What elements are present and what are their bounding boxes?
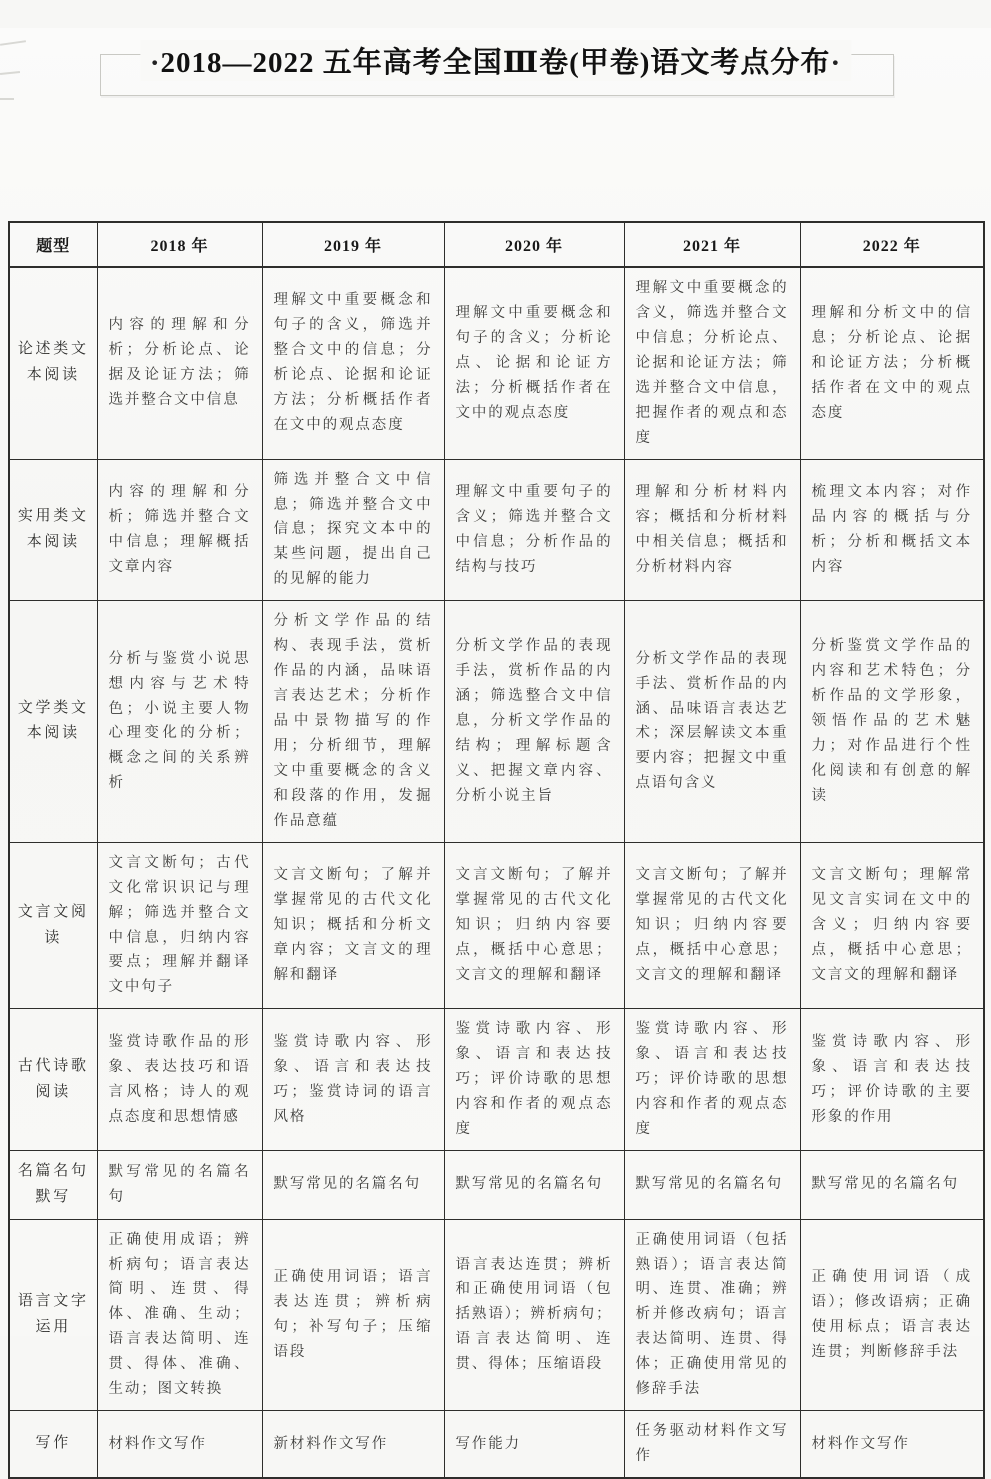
- table-cell: 理解文中重要概念和句子的含义，筛选并整合文中的信息；分析论点、论据和论证方法；分析概括作者在文中的观点态度: [262, 267, 444, 459]
- table-row: [9, 1009, 984, 1151]
- table-cell: 正确使用成语；辨析病句；语言表达简明、连贯、得体、准确、生动；语言表达简明、连贯、得体、准确、生动；图文转换: [97, 1219, 262, 1411]
- table-cell: 鉴赏诗歌内容、形象、语言和表达技巧；评价诗歌的思想内容和作者的观点态度: [444, 1009, 624, 1151]
- table-cell: 材料作文写作: [97, 1411, 262, 1478]
- column-header-2021: 2021 年: [624, 222, 800, 267]
- table-cell: 默写常见的名篇名句: [97, 1151, 262, 1220]
- table-cell: 理解文中重要概念的含义，筛选并整合文中信息；分析论点、论据和论证方法；筛选并整合文中信息，把握作者的观点和态度: [624, 267, 800, 459]
- table-cell: 理解和分析文中的信息；分析论点、论据和论证方法；分析概括作者在文中的观点态度: [800, 267, 984, 459]
- title-banner: [100, 28, 892, 102]
- table-cell: 写作能力: [444, 1411, 624, 1478]
- table-cell: 分析文学作品的结构、表现手法，赏析作品的内涵，品味语言表达艺术；分析作品中景物描写的作用；分析细节，理解文中重要概念的含义和段落的作用，发掘作品意蕴: [262, 601, 444, 842]
- table-cell: 分析文学作品的表现手法，赏析作品的内涵；筛选整合文中信息，分析文学作品的结构；理解标题含义、把握文章内容、分析小说主旨: [444, 601, 624, 842]
- row-label: 文言文阅读: [9, 842, 97, 1009]
- table-row: [9, 1219, 984, 1411]
- table-row: [9, 459, 984, 601]
- table-cell: 鉴赏诗歌内容、形象、语言和表达技巧；鉴赏诗词的语言风格: [262, 1009, 444, 1151]
- table-row: [9, 1151, 984, 1220]
- table-cell: 鉴赏诗歌内容、形象、语言和表达技巧；评价诗歌的主要形象的作用: [800, 1009, 984, 1151]
- column-header-2019: 2019 年: [262, 222, 444, 267]
- column-header-type: 题型: [9, 222, 97, 267]
- table-cell: 默写常见的名篇名句: [262, 1151, 444, 1220]
- table-cell: 默写常见的名篇名句: [800, 1151, 984, 1220]
- scan-artifact: [0, 40, 26, 46]
- table-cell: 文言文断句；了解并掌握常见的古代文化知识；概括和分析文章内容；文言文的理解和翻译: [262, 842, 444, 1009]
- table-cell: 正确使用词语；语言表达连贯；辨析病句；补写句子；压缩语段: [262, 1219, 444, 1411]
- table-cell: 文言文断句；古代文化常识识记与理解；筛选并整合文中信息，归纳内容要点；理解并翻译文中句子: [97, 842, 262, 1009]
- table-row: [9, 1411, 984, 1478]
- table-cell: 分析鉴赏文学作品的内容和艺术特色；分析作品的文学形象，领悟作品的艺术魅力；对作品进行个性化阅读和有创意的解读: [800, 601, 984, 842]
- table-cell: 默写常见的名篇名句: [444, 1151, 624, 1220]
- table-cell: 新材料作文写作: [262, 1411, 444, 1478]
- table-cell: 分析与鉴赏小说思想内容与艺术特色；小说主要人物心理变化的分析；概念之间的关系辨析: [97, 601, 262, 842]
- column-header-2018: 2018 年: [97, 222, 262, 267]
- scan-artifact: [0, 71, 20, 75]
- exam-points-table: [8, 221, 985, 1479]
- table-cell: 文言文断句；了解并掌握常见的古代文化知识；归纳内容要点，概括中心意思；文言文的理解和翻译: [624, 842, 800, 1009]
- table-row: [9, 267, 984, 459]
- column-header-2020: 2020 年: [444, 222, 624, 267]
- row-label: 文学类文本阅读: [9, 601, 97, 842]
- page-title: · 2018—2022 五年高考全国Ⅲ卷(甲卷)语文考点分布 ·: [140, 40, 851, 81]
- table-cell: 筛选并整合文中信息；筛选并整合文中信息；探究文本中的某些问题，提出自己的见解的能力: [262, 459, 444, 601]
- table-header-row: [9, 222, 984, 267]
- table-row: [9, 842, 984, 1009]
- scanned-document-page: [0, 28, 991, 1465]
- table-cell: 理解文中重要句子的含义；筛选并整合文中信息；分析作品的结构与技巧: [444, 459, 624, 601]
- row-label: 论述类文本阅读: [9, 267, 97, 459]
- table-cell: 理解和分析材料内容；概括和分析材料中相关信息；概括和分析材料内容: [624, 459, 800, 601]
- table-cell: 梳理文本内容；对作品内容的概括与分析；分析和概括文本内容: [800, 459, 984, 601]
- table-row: [9, 601, 984, 842]
- row-label: 实用类文本阅读: [9, 459, 97, 601]
- table-cell: 文言文断句；理解常见文言实词在文中的含义；归纳内容要点，概括中心意思；文言文的理解和翻译: [800, 842, 984, 1009]
- table-cell: 材料作文写作: [800, 1411, 984, 1478]
- column-header-2022: 2022 年: [800, 222, 984, 267]
- table-cell: 语言表达连贯；辨析和正确使用词语（包括熟语）；辨析病句；语言表达简明、连贯、得体；压缩语段: [444, 1219, 624, 1411]
- table-cell: 正确使用词语（成语）；修改语病；正确使用标点；语言表达连贯；判断修辞手法: [800, 1219, 984, 1411]
- row-label: 古代诗歌阅读: [9, 1009, 97, 1151]
- table-cell: 任务驱动材料作文写作: [624, 1411, 800, 1478]
- table-cell: 鉴赏诗歌内容、形象、语言和表达技巧；评价诗歌的思想内容和作者的观点态度: [624, 1009, 800, 1151]
- table-cell: 内容的理解和分析；分析论点、论据及论证方法；筛选并整合文中信息: [97, 267, 262, 459]
- table-cell: 理解文中重要概念和句子的含义；分析论点、论据和论证方法；分析概括作者在文中的观点态度: [444, 267, 624, 459]
- table-cell: 分析文学作品的表现手法、赏析作品的内涵、品味语言表达艺术；深层解读文本重要内容；把握文中重点语句含义: [624, 601, 800, 842]
- scan-artifact: [0, 98, 14, 100]
- table-cell: 文言文断句；了解并掌握常见的古代文化知识；归纳内容要点，概括中心意思；文言文的理解和翻译: [444, 842, 624, 1009]
- table-cell: 内容的理解和分析；筛选并整合文中信息；理解概括文章内容: [97, 459, 262, 601]
- table-cell: 默写常见的名篇名句: [624, 1151, 800, 1220]
- table-cell: 正确使用词语（包括熟语）；语言表达简明、连贯、准确；辨析并修改病句；语言表达简明、连贯、得体；正确使用常见的修辞手法: [624, 1219, 800, 1411]
- row-label: 写作: [9, 1411, 97, 1478]
- table-cell: 鉴赏诗歌作品的形象、表达技巧和语言风格；诗人的观点态度和思想情感: [97, 1009, 262, 1151]
- row-label: 语言文字运用: [9, 1219, 97, 1411]
- row-label: 名篇名句默写: [9, 1151, 97, 1220]
